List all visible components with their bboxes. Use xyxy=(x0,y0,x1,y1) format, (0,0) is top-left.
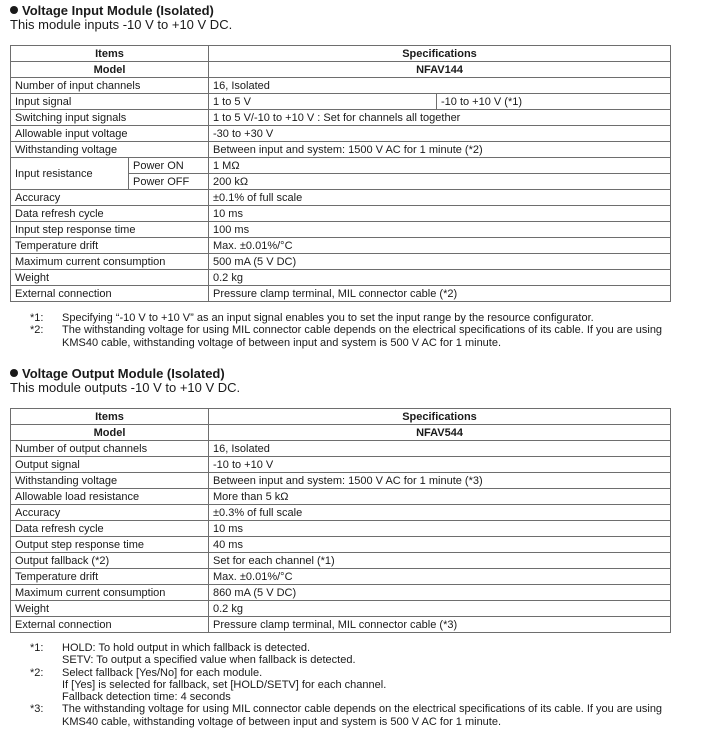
sub-item-cell: Power ON xyxy=(129,158,209,174)
table-row xyxy=(11,254,671,270)
table-row xyxy=(11,78,671,94)
spec-cell: 16, Isolated xyxy=(209,441,671,457)
table-row xyxy=(11,617,671,633)
item-cell: Maximum current consumption xyxy=(11,254,209,270)
footnote-line: SETV: To output a specified value when fallback is detected. xyxy=(62,654,356,667)
output-module-subtitle: This module outputs -10 V to +10 V DC. xyxy=(10,380,241,395)
input-module-subtitle: This module inputs -10 V to +10 V DC. xyxy=(10,17,233,32)
spec-cell-alt: -10 to +10 V (*1) xyxy=(437,94,671,110)
footnote-mark: *2: xyxy=(30,666,44,679)
table-row xyxy=(11,489,671,505)
footnote-line: Select fallback [Yes/No] for each module. xyxy=(62,666,263,679)
spec-cell: 100 ms xyxy=(209,222,671,238)
item-cell: External connection xyxy=(11,617,209,633)
table-row xyxy=(11,158,671,174)
item-cell: Withstanding voltage xyxy=(11,142,209,158)
footnote-line: KMS40 cable, withstanding voltage of between input and system is 500 V AC for 1 minute. xyxy=(62,336,502,349)
spec-cell: 1 MΩ xyxy=(209,158,671,174)
item-cell: Input signal xyxy=(11,94,209,110)
spec-cell: 10 ms xyxy=(209,521,671,537)
spec-cell: 10 ms xyxy=(209,206,671,222)
footnote-mark: *1: xyxy=(30,312,44,324)
spec-cell: 16, Isolated xyxy=(209,78,671,94)
model-row xyxy=(11,62,671,78)
output-footnotes xyxy=(30,642,710,728)
model-label: Model xyxy=(11,425,209,441)
item-cell: Weight xyxy=(11,270,209,286)
table-row xyxy=(11,286,671,302)
spec-cell: Between input and system: 1500 V AC for 1 minute (*3) xyxy=(209,473,671,489)
footnote xyxy=(30,312,710,324)
footnote-line: Specifying “-10 V to +10 V” as an input signal enables you to set the input range by the resource configurator. xyxy=(62,312,594,324)
item-cell: Input step response time xyxy=(11,222,209,238)
spec-cell: 860 mA (5 V DC) xyxy=(209,585,671,601)
output-module-title xyxy=(10,366,225,381)
table-row xyxy=(11,569,671,585)
table-row xyxy=(11,206,671,222)
spec-cell: 0.2 kg xyxy=(209,270,671,286)
item-cell: Withstanding voltage xyxy=(11,473,209,489)
spec-cell: Set for each channel (*1) xyxy=(209,553,671,569)
item-cell: Input resistance xyxy=(11,158,129,190)
table-row xyxy=(11,270,671,286)
footnote-mark: *2: xyxy=(30,324,44,337)
item-cell: Allowable load resistance xyxy=(11,489,209,505)
item-cell: Temperature drift xyxy=(11,569,209,585)
item-cell: External connection xyxy=(11,286,209,302)
spec-cell: Max. ±0.01%/°C xyxy=(209,238,671,254)
footnote-mark: *1: xyxy=(30,642,44,654)
header-items: Items xyxy=(11,409,209,425)
bullet-icon xyxy=(10,369,18,377)
output-spec-table xyxy=(10,408,671,633)
model-label: Model xyxy=(11,62,209,78)
table-row xyxy=(11,126,671,142)
footnote xyxy=(30,324,710,349)
table-row xyxy=(11,537,671,553)
spec-cell: -10 to +10 V xyxy=(209,457,671,473)
header-specifications: Specifications xyxy=(209,409,671,425)
model-value: NFAV144 xyxy=(209,62,671,78)
footnote xyxy=(30,703,710,728)
spec-cell: 500 mA (5 V DC) xyxy=(209,254,671,270)
item-cell: Accuracy xyxy=(11,505,209,521)
spec-cell: -30 to +30 V xyxy=(209,126,671,142)
item-cell: Switching input signals xyxy=(11,110,209,126)
table-row xyxy=(11,473,671,489)
table-row xyxy=(11,441,671,457)
spec-cell: ±0.1% of full scale xyxy=(209,190,671,206)
table-row xyxy=(11,553,671,569)
item-cell: Output fallback (*2) xyxy=(11,553,209,569)
model-value: NFAV544 xyxy=(209,425,671,441)
table-row xyxy=(11,142,671,158)
spec-cell: Between input and system: 1500 V AC for 1 minute (*2) xyxy=(209,142,671,158)
spec-cell: Pressure clamp terminal, MIL connector cable (*3) xyxy=(209,617,671,633)
table-row xyxy=(11,585,671,601)
header-items: Items xyxy=(11,46,209,62)
spec-cell: 0.2 kg xyxy=(209,601,671,617)
header-specifications: Specifications xyxy=(209,46,671,62)
footnote-mark: *3: xyxy=(30,703,44,716)
spec-cell: 40 ms xyxy=(209,537,671,553)
input-module-title-text: Voltage Input Module (Isolated) xyxy=(22,3,214,18)
footnote-line: The withstanding voltage for using MIL connector cable depends on the electrical specifications of its cable. If you are using xyxy=(62,324,663,337)
item-cell: Data refresh cycle xyxy=(11,521,209,537)
bullet-icon xyxy=(10,6,18,14)
footnote-line: The withstanding voltage for using MIL connector cable depends on the electrical specifications of its cable. If you are using xyxy=(62,703,663,716)
footnote-line: HOLD: To hold output in which fallback is detected. xyxy=(62,642,311,654)
footnote-line: KMS40 cable, withstanding voltage of between input and system is 500 V AC for 1 minute. xyxy=(62,715,502,728)
sub-item-cell: Power OFF xyxy=(129,174,209,190)
spec-cell: Pressure clamp terminal, MIL connector cable (*2) xyxy=(209,286,671,302)
model-row xyxy=(11,425,671,441)
spec-cell: ±0.3% of full scale xyxy=(209,505,671,521)
table-row xyxy=(11,601,671,617)
input-module-title xyxy=(10,3,214,18)
spec-cell: Max. ±0.01%/°C xyxy=(209,569,671,585)
footnote xyxy=(30,642,710,667)
item-cell: Output signal xyxy=(11,457,209,473)
table-row xyxy=(11,457,671,473)
table-row xyxy=(11,94,671,110)
table-header-row xyxy=(11,409,671,425)
item-cell: Weight xyxy=(11,601,209,617)
item-cell: Number of input channels xyxy=(11,78,209,94)
item-cell: Number of output channels xyxy=(11,441,209,457)
table-row xyxy=(11,222,671,238)
spec-cell: 1 to 5 V xyxy=(209,94,437,110)
footnote xyxy=(30,667,710,704)
item-cell: Maximum current consumption xyxy=(11,585,209,601)
item-cell: Data refresh cycle xyxy=(11,206,209,222)
footnote-line: If [Yes] is selected for fallback, set [HOLD/SETV] for each channel. xyxy=(62,678,387,691)
item-cell: Output step response time xyxy=(11,537,209,553)
item-cell: Temperature drift xyxy=(11,238,209,254)
table-row xyxy=(11,190,671,206)
footnote-line: Fallback detection time: 4 seconds xyxy=(62,691,231,704)
table-row xyxy=(11,521,671,537)
spec-cell: More than 5 kΩ xyxy=(209,489,671,505)
table-row xyxy=(11,110,671,126)
table-header-row xyxy=(11,46,671,62)
spec-cell: 200 kΩ xyxy=(209,174,671,190)
input-footnotes xyxy=(30,312,710,349)
spec-cell: 1 to 5 V/-10 to +10 V : Set for channels all together xyxy=(209,110,671,126)
item-cell: Allowable input voltage xyxy=(11,126,209,142)
table-row xyxy=(11,505,671,521)
output-module-title-text: Voltage Output Module (Isolated) xyxy=(22,366,225,381)
item-cell: Accuracy xyxy=(11,190,209,206)
input-spec-table xyxy=(10,45,671,302)
table-row xyxy=(11,238,671,254)
